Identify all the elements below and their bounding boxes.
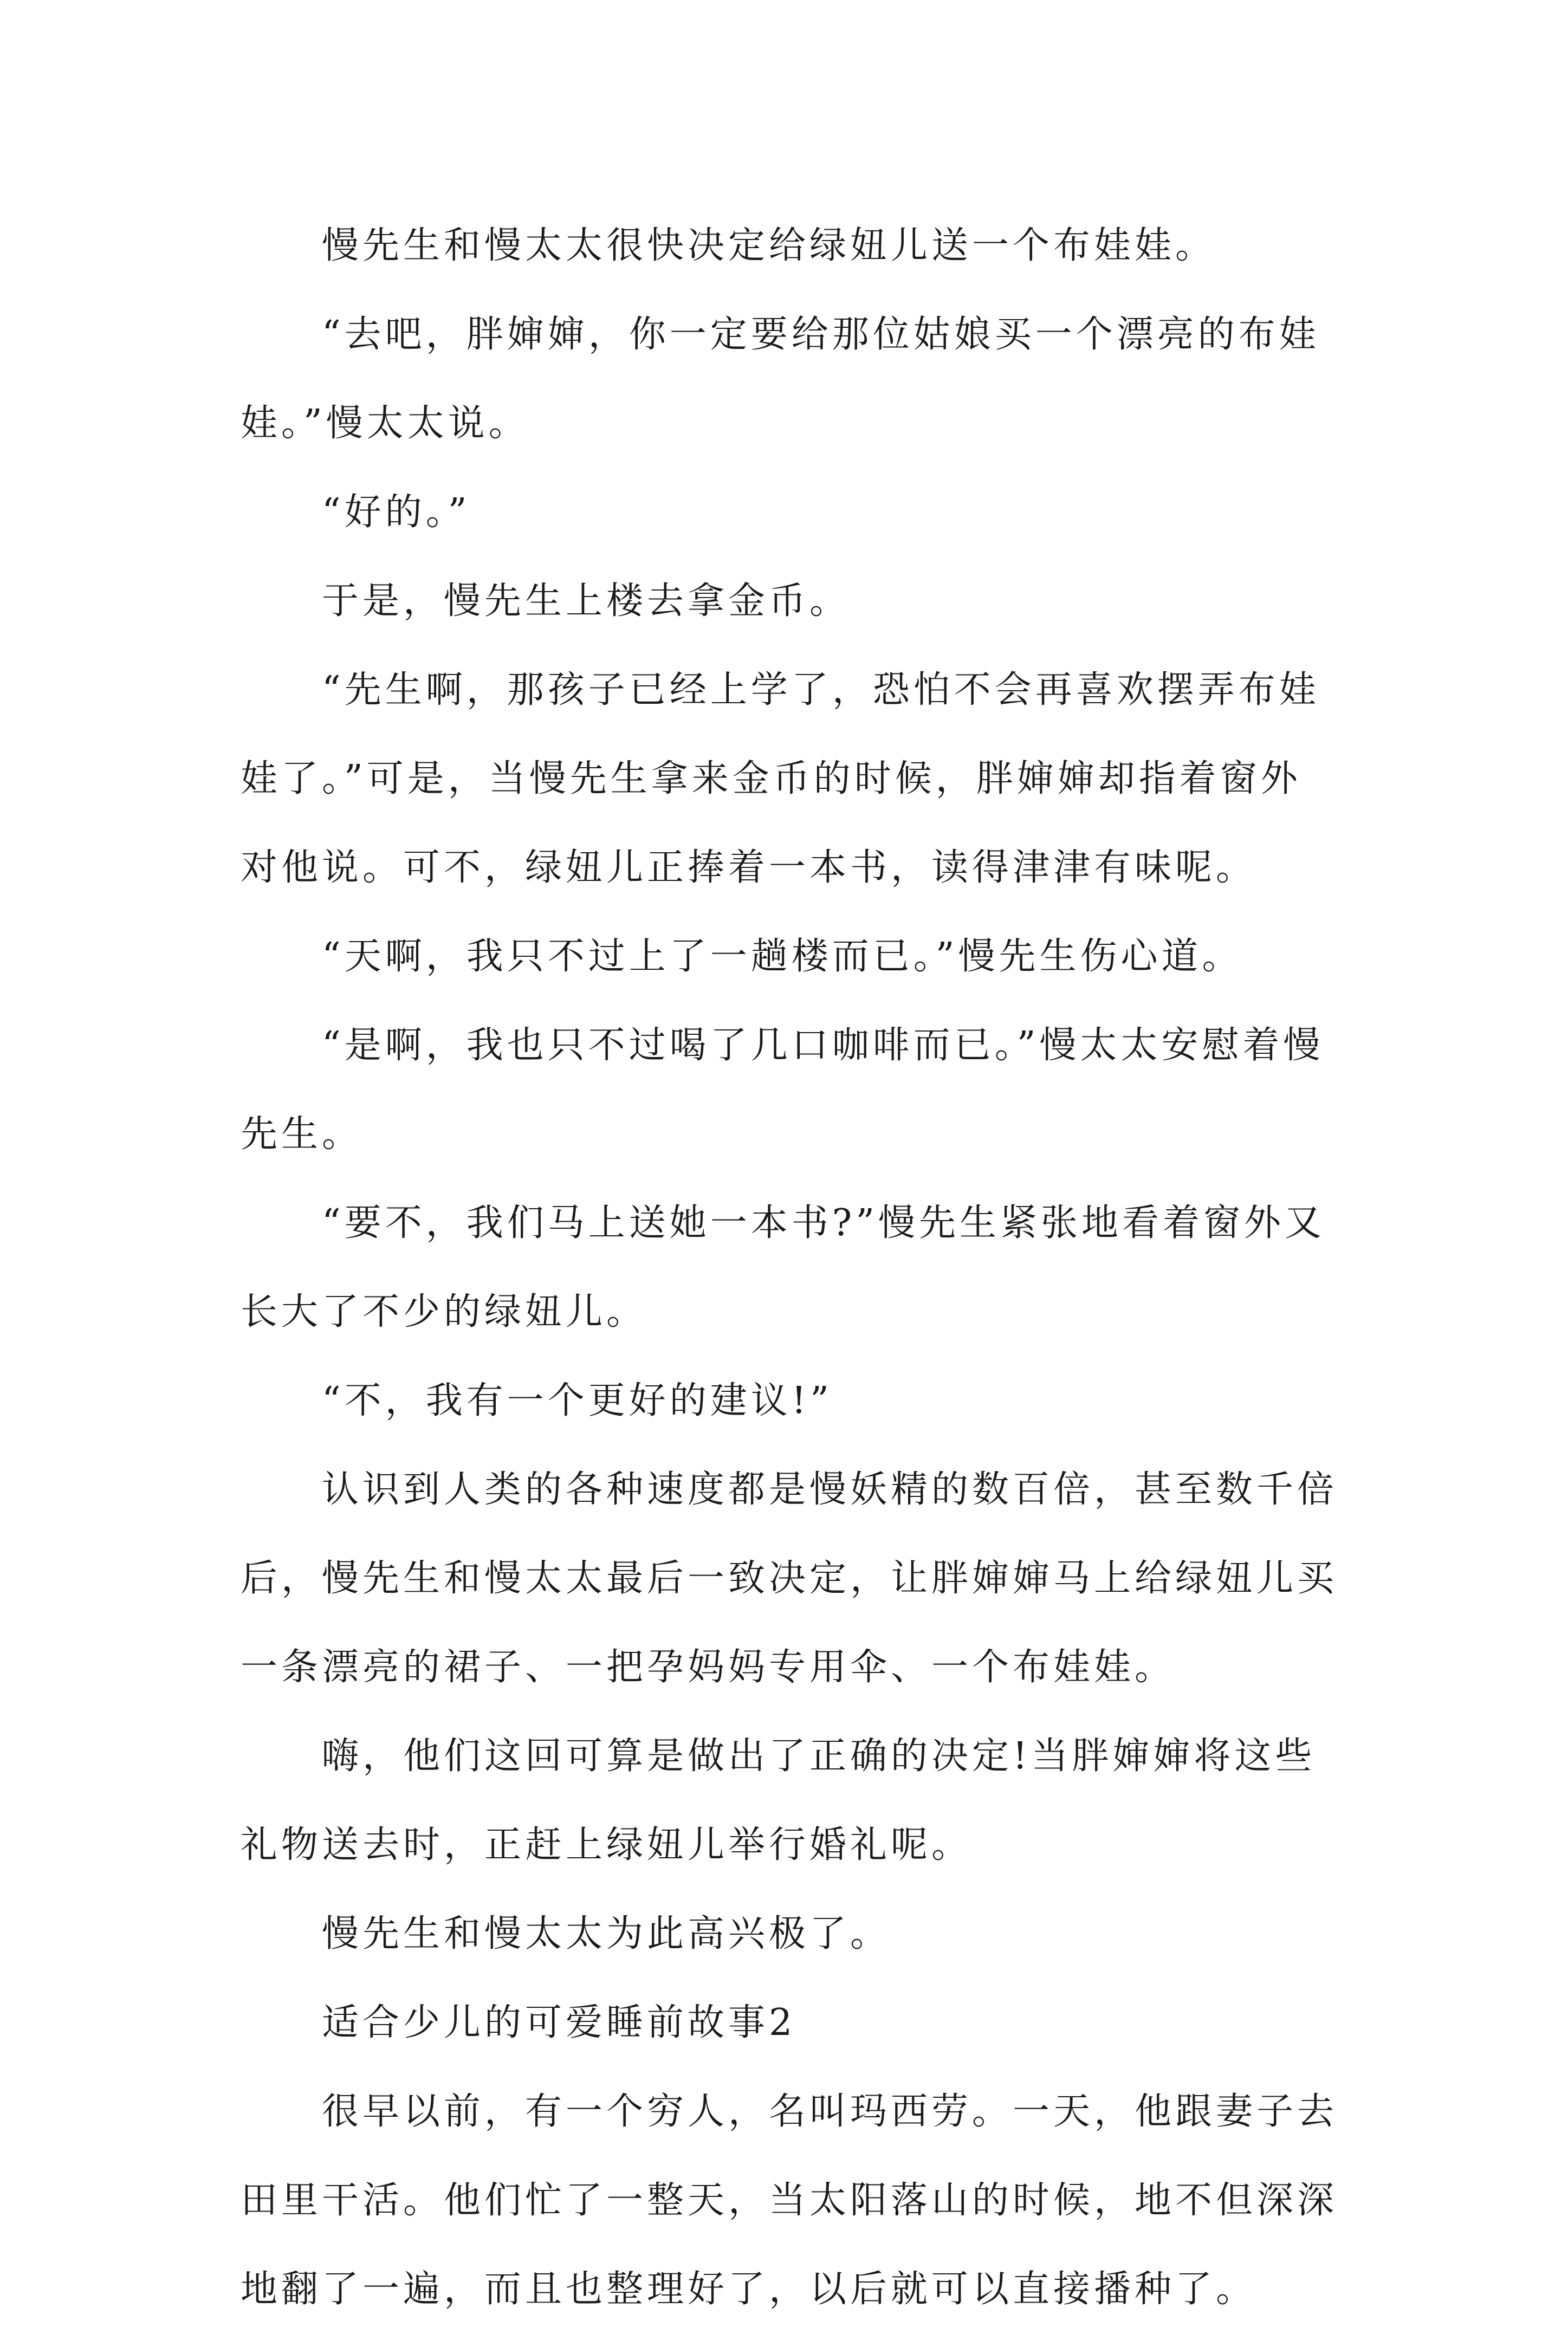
paragraph: “是啊，我也只不过喝了几口咖啡而已。”慢太太安慰着慢先生。 (241, 1024, 1324, 1156)
section-heading: 适合少儿的可爱睡前故事2 (322, 2001, 796, 2044)
paragraph: “先生啊，那孩子已经上学了，恐怕不会再喜欢摆弄布娃娃了。”可是，当慢先生拿来金币的时候，胖婶婶却指着窗外对他说。可不，绿妞儿正捧着一本书，读得津津有味呢。 (241, 669, 1320, 889)
paragraph: “要不，我们马上送她一本书?”慢先生紧张地看着窗外又长大了不少的绿妞儿。 (241, 1202, 1325, 1333)
paragraph: 很早以前，有一个穷人，名叫玛西劳。一天，他跟妻子去田里干活。他们忙了一整天，当太阳落山的时候，地不但深深地翻了一遍，而且也整理好了，以后就可以直接播种了。 (241, 2090, 1338, 2311)
paragraph: “好的。” (322, 491, 471, 534)
paragraph: 嗨，他们这回可算是做出了正确的决定!当胖婶婶将这些礼物送去时，正赶上绿妞儿举行婚礼呢。 (241, 1735, 1316, 1866)
paragraph: 认识到人类的各种速度都是慢妖精的数百倍，甚至数千倍后，慢先生和慢太太最后一致决定，让胖婶婶马上给绿妞儿买一条漂亮的裙子、一把孕妈妈专用伞、一个布娃娃。 (241, 1468, 1338, 1689)
story-text (241, 202, 1340, 2334)
paragraph: “不，我有一个更好的建议!” (322, 1379, 833, 1422)
paragraph: “去吧，胖婶婶，你一定要给那位姑娘买一个漂亮的布娃娃。”慢太太说。 (241, 313, 1320, 445)
paragraph: “天啊，我只不过上了一趟楼而已。”慢先生伤心道。 (322, 935, 1243, 978)
paragraph: 慢先生和慢太太很快决定给绿妞儿送一个布娃娃。 (322, 224, 1216, 267)
paragraph: 慢先生和慢太太为此高兴极了。 (322, 1912, 891, 1955)
paragraph: 于是，慢先生上楼去拿金币。 (322, 580, 851, 623)
